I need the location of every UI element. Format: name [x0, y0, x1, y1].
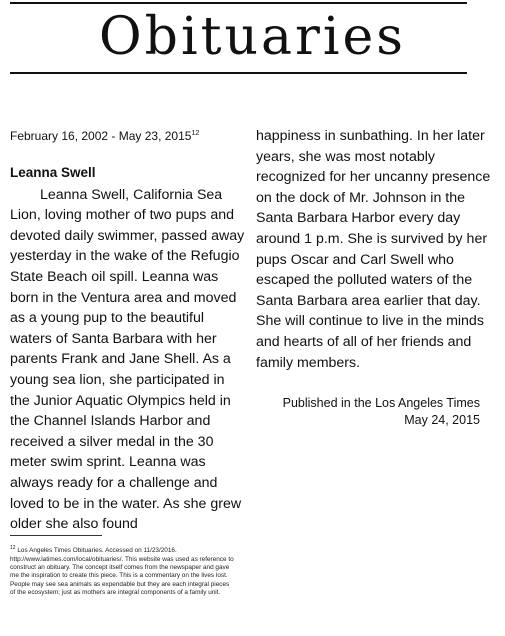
obituary-paragraph-right: happiness in sunbathing. In her later years, she was most notably recognized for her uncanny presence on the dock of Mr. Johnson in the Santa Barbara Harbor every day around 1 p.m. She is survived by her pups Oscar and Carl Swell who escaped the polluted waters of the Santa Barbara area earlier that day. She will continue to live in the minds and hearts of all of her friends and family members. [256, 128, 491, 371]
footnote-reference: 12 [191, 130, 200, 137]
footnote [10, 544, 236, 598]
life-dates [10, 126, 246, 144]
left-column [10, 126, 246, 535]
obituary-body-left [10, 185, 246, 535]
obituary-paragraph-left: Leanna Swell, California Sea Lion, loving mother of two pups and devoted daily swimmer, passed away yesterday in the wake of the Refugio State Beach oil spill. Leanna was born in the Ventura area and moved as a young pup to the beautiful waters of Santa Barbara with her parents Frank and Jane Shell. As a young sea lion, she participated in the Junior Aquatic Olympics held in the Channel Islands Harbor and received a silver medal in the 30 meter swim sprint. Leanna was always ready for a challenge and loved to be in the water. As she grew older she also found [10, 186, 245, 533]
right-column [256, 126, 496, 429]
footnote-text: Los Angeles Times Obituaries. Accessed on 11/23/2016. http://www.latimes.com/local/obituaries/. This website was used as reference to construct an obituary. The concept itself comes from the newspaper and gave me the inspiration to create this piece. This is a commentary on the lives lost. People may see sea animals as expendable but they are each integral pieces of the ecosystem; just as mothers are integral components of a family unit. [10, 547, 234, 597]
publication-date: May 24, 2015 [404, 413, 480, 428]
deceased-name: Leanna Swell [10, 165, 96, 180]
life-dates-text: February 16, 2002 - May 23, 2015 [10, 129, 192, 143]
footnote-marker: 12 [10, 545, 16, 551]
masthead-bottom-rule [10, 72, 467, 74]
footnote-divider [10, 535, 102, 536]
masthead-title: Obituaries [99, 7, 406, 67]
masthead [0, 0, 505, 80]
publication-line: Published in the Los Angeles Times [282, 396, 480, 411]
publication-credit [256, 395, 496, 429]
